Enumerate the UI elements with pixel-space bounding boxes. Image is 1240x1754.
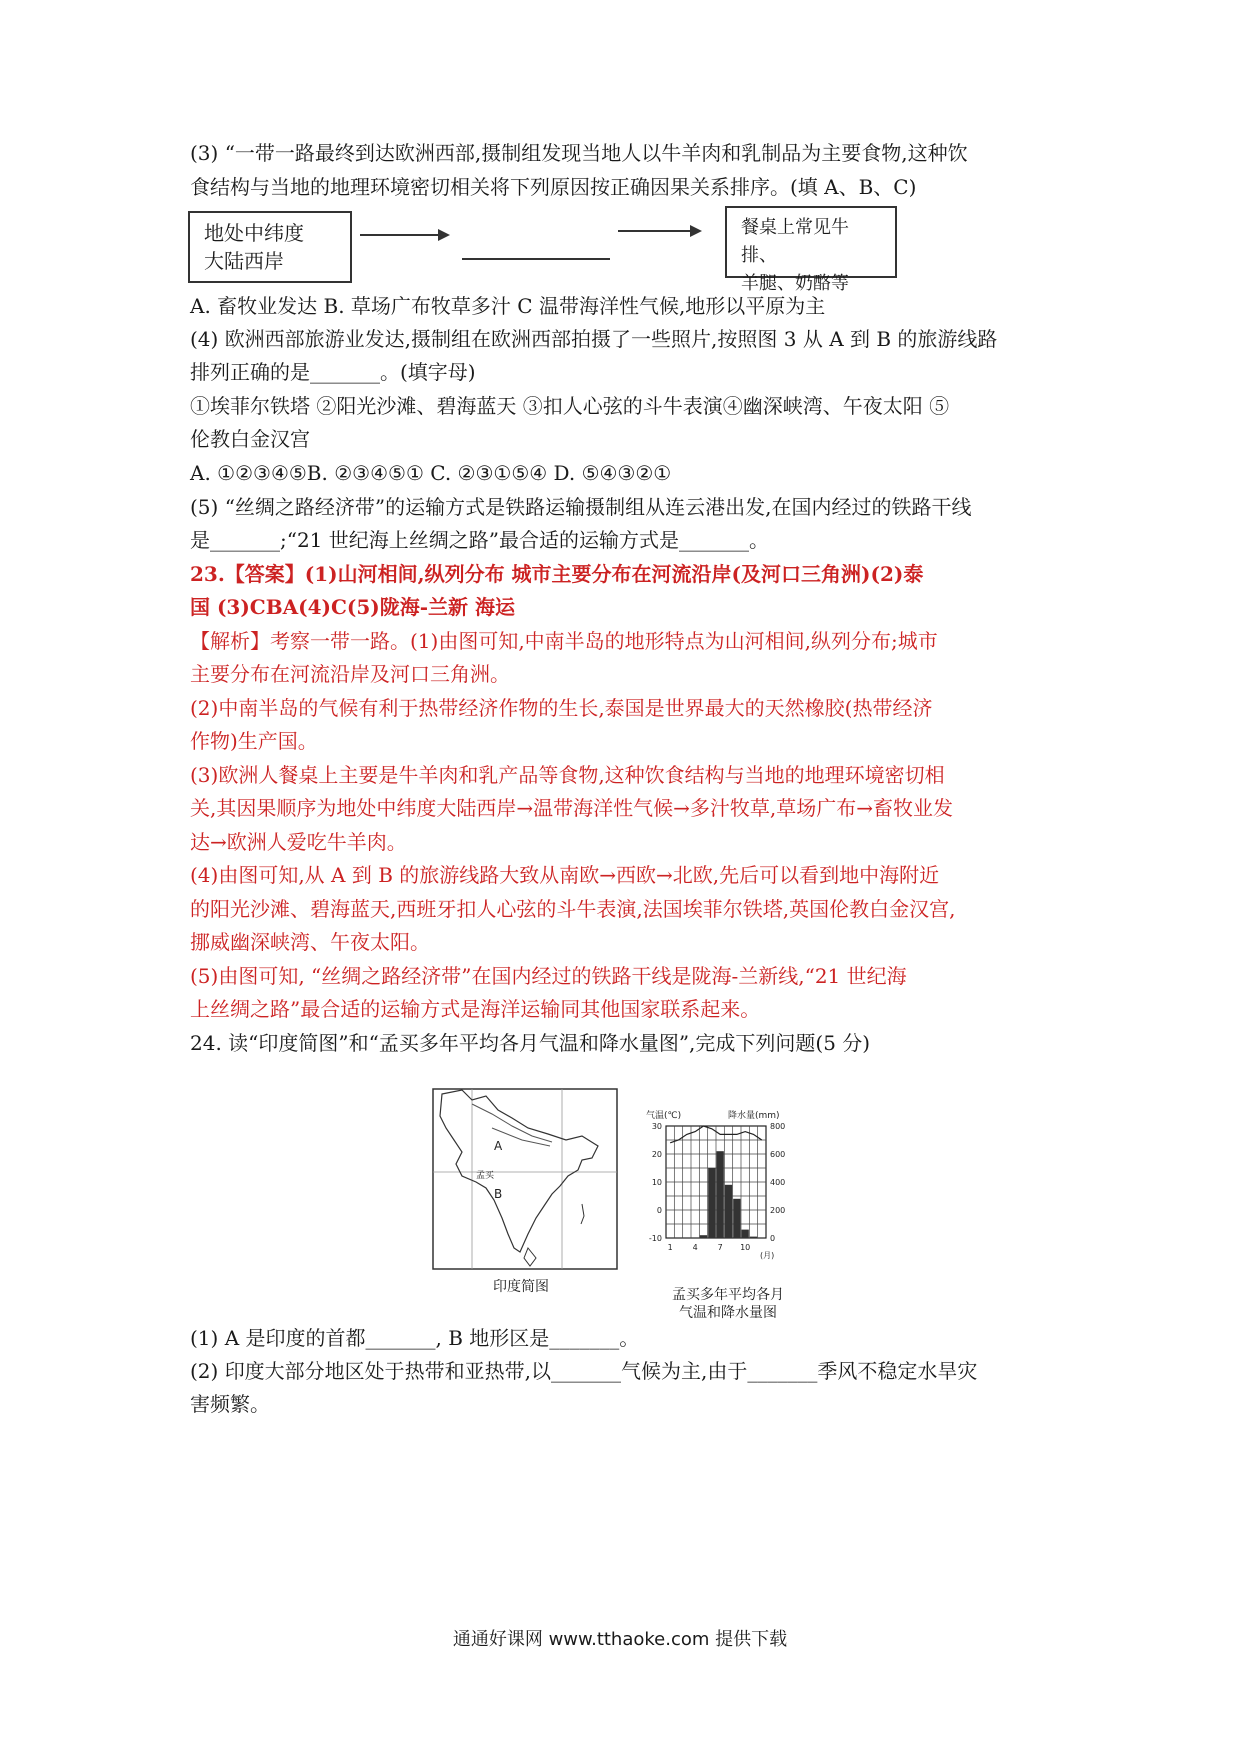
q4-line3: ①埃菲尔铁塔 ②阳光沙滩、碧海蓝天 ③扣人心弦的斗牛表演④幽深峡湾、午夜太阳 ⑤ — [190, 394, 950, 418]
cause-box-left — [188, 211, 352, 283]
precip-bar-month-9 — [733, 1199, 740, 1238]
x-tick-label: 1 — [667, 1243, 673, 1252]
analysis-l5: (3)欧洲人餐桌上主要是牛羊肉和乳产品等食物,这种饮食结构与当地的地理环境密切相 — [190, 763, 945, 787]
result-box-right-l2: 羊腿、奶酪等 — [741, 273, 849, 294]
analysis-l8: (4)由图可知,从 A 到 B 的旅游线路大致从南欧→西欧→北欧,先后可以看到地中海附近 — [190, 863, 940, 887]
answer-23-line1: 23.【答案】(1)山河相间,纵列分布 城市主要分布在河流沿岸(及河口三角洲)(2)泰 — [190, 562, 924, 586]
result-box-right-l1: 餐桌上常见牛排、 — [741, 217, 849, 266]
footer: 通通好课网 www.tthaoke.com 提供下载 — [452, 1629, 788, 1650]
analysis-l12: 上丝绸之路”最合适的运输方式是海洋运输同其他国家联系起来。 — [190, 997, 761, 1021]
arrow-2 — [618, 230, 700, 232]
chart-xlabel: (月) — [760, 1251, 775, 1260]
map-label-b: B — [494, 1187, 503, 1201]
precip-bar-month-5 — [700, 1235, 707, 1238]
analysis-l3: (2)中南半岛的气候有利于热带经济作物的生长,泰国是世界最大的天然橡胶(热带经济 — [190, 696, 933, 720]
precip-bar-month-6 — [708, 1168, 715, 1238]
precip-bar-month-8 — [725, 1185, 732, 1238]
q3-line1: (3) “一带一路最终到达欧洲西部,摄制组发现当地人以牛羊肉和乳制品为主要食物,这种饮 — [190, 141, 968, 165]
right-tick-label: 200 — [770, 1206, 786, 1215]
chart-ylabel-right: 降水量(mm) — [728, 1111, 780, 1121]
precip-bar-month-10 — [742, 1230, 749, 1238]
q24-sub2-l1: (2) 印度大部分地区处于热带和亚热带,以_______气候为主,由于_______季风不稳定水旱灾 — [190, 1359, 978, 1383]
right-tick-label: 800 — [770, 1122, 786, 1131]
q3-line2: 食结构与当地的地理环境密切相关将下列原因按正确因果关系排序。(填 A、B、C) — [190, 175, 917, 199]
x-tick-label: 7 — [717, 1243, 723, 1252]
left-tick-label: 10 — [651, 1178, 662, 1187]
q5-line1: (5) “丝绸之路经济带”的运输方式是铁路运输摄制组从连云港出发,在国内经过的铁路干线 — [190, 495, 972, 519]
left-tick-label: 20 — [651, 1150, 662, 1159]
cause-box-left-l2: 大陆西岸 — [204, 249, 284, 273]
left-tick-label: -10 — [648, 1234, 662, 1243]
x-tick-label: 4 — [692, 1243, 698, 1252]
analysis-l10: 挪威幽深峡湾、午夜太阳。 — [190, 930, 430, 954]
q4-line1: (4) 欧洲西部旅游业发达,摄制组在欧洲西部拍摄了一些照片,按照图 3 从 A 到 B 的旅游线路 — [190, 327, 998, 351]
analysis-l1: 【解析】考察一带一路。(1)由图可知,中南半岛的地形特点为山河相间,纵列分布;城市 — [190, 629, 938, 653]
precip-bar-month-7 — [717, 1151, 724, 1238]
right-tick-label: 400 — [770, 1178, 786, 1187]
q4-line4: 伦教白金汉宫 — [190, 427, 310, 451]
left-tick-label: 0 — [656, 1206, 662, 1215]
climate-chart — [636, 1108, 814, 1280]
chart-caption-l1: 孟买多年平均各月 — [672, 1287, 784, 1303]
analysis-l9: 的阳光沙滩、碧海蓝天,西班牙扣人心弦的斗牛表演,法国埃菲尔铁塔,英国伦教白金汉宫, — [190, 897, 956, 921]
cause-box-left-l1: 地处中纬度 — [204, 221, 304, 245]
india-map — [432, 1088, 618, 1270]
q24-sub1: (1) A 是印度的首都_______, B 地形区是_______。 — [190, 1326, 640, 1350]
x-tick-label: 10 — [740, 1243, 751, 1252]
analysis-l2: 主要分布在河流沿岸及河口三角洲。 — [190, 662, 510, 686]
arrow-1 — [360, 234, 448, 236]
map-label-city: 孟买 — [476, 1171, 495, 1181]
q24-sub2-l2: 害频繁。 — [190, 1392, 270, 1416]
analysis-l6: 关,其因果顺序为地处中纬度大陆西岸→温带海洋性气候→多汁牧草,草场广布→畜牧业发 — [190, 796, 953, 820]
chart-ylabel-left: 气温(℃) — [646, 1111, 682, 1121]
answer-23-line2: 国 (3)CBA(4)C(5)陇海-兰新 海运 — [190, 595, 516, 619]
analysis-l7: 达→欧洲人爱吃牛羊肉。 — [190, 830, 407, 854]
map-label-a: A — [494, 1139, 503, 1153]
answer-blank-line — [462, 258, 610, 260]
analysis-l4: 作物)生产国。 — [190, 729, 318, 753]
q4-choices: A. ①②③④⑤B. ②③④⑤① C. ②③①⑤④ D. ⑤④③②① — [190, 461, 672, 485]
q3-options: A. 畜牧业发达 B. 草场广布牧草多汁 C 温带海洋性气候,地形以平原为主 — [190, 294, 826, 318]
result-box-right — [725, 206, 897, 294]
left-tick-label: 30 — [651, 1122, 662, 1131]
right-tick-label: 600 — [770, 1150, 786, 1159]
precip-bar-month-11 — [750, 1237, 757, 1238]
q5-line2: 是_______;“21 世纪海上丝绸之路”最合适的运输方式是_______。 — [190, 528, 769, 552]
map-caption: 印度简图 — [493, 1279, 549, 1295]
chart-caption — [672, 1286, 784, 1322]
right-tick-label: 0 — [770, 1234, 776, 1243]
q4-line2: 排列正确的是_______。(填字母) — [190, 360, 476, 384]
chart-caption-l2: 气温和降水量图 — [679, 1305, 777, 1321]
q24-title: 24. 读“印度简图”和“孟买多年平均各月气温和降水量图”,完成下列问题(5 分) — [190, 1031, 871, 1055]
analysis-l11: (5)由图可知, “丝绸之路经济带”在国内经过的铁路干线是陇海-兰新线,“21 世纪海 — [190, 964, 907, 988]
